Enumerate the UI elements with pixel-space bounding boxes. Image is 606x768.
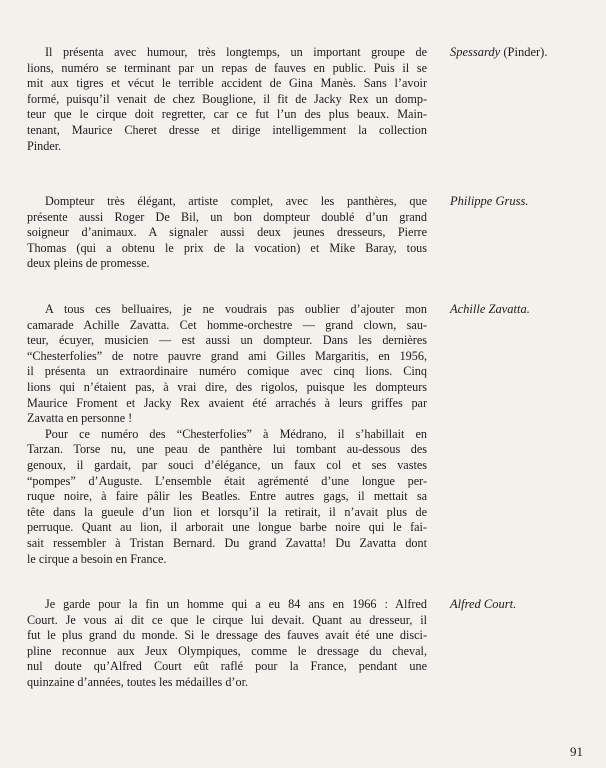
text-line: Pour ce numéro des “Chesterfolies” à Médrano, il s’habillait en [45,426,427,441]
margin-name-italic: Spessardy [450,45,501,59]
margin-name-italic: Alfred Court. [450,597,517,611]
text-line: perruque. Quant au lion, il arborait une longue barbe noire qui le fai- [27,520,427,535]
paragraph [27,194,427,272]
text-line: Pinder. [27,138,62,153]
text-line: lions, numéro se terminant par un repas de fauves en public. Puis il se [27,60,427,75]
text-line: soigneur d’animaux. A signaler aussi deux jeunes dresseurs, Pierre [27,225,427,240]
text-line: sait ressembler à Tristan Bernard. Du grand Zavatta! Du Zavatta dont [27,535,427,550]
text-line: pline reconnue aux Jeux Olympiques, comme le dressage du cheval, [27,643,427,658]
text-line: présente aussi Roger De Bil, un bon dompteur doublé d’un grand [27,209,427,224]
margin-name [450,45,600,61]
text-line: Zavatta en personne ! [27,411,133,426]
text-line: il présenta un extraordinaire numéro comique avec cinq lions. Cinq [27,364,427,379]
paragraph [27,302,427,567]
text-line: Je garde pour la fin un homme qui a eu 84 ans en 1966 : Alfred [45,597,427,611]
text-line: mit aux tigres et vécut le terrible accident de Gina Manès. Sans l’avoir [27,76,427,91]
text-line: le cirque a besoin en France. [27,551,167,566]
text-line: “Chesterfolies” de notre pauvre grand ami Gilles Margaritis, en 1956, [27,348,427,363]
text-line: fut le plus grand du monde. Si le dressage des fauves avait été une disci- [27,628,427,643]
text-line: Il présenta avec humour, très longtemps, un important groupe de [45,45,427,59]
paragraph [27,45,427,154]
margin-name-italic: Achille Zavatta. [450,302,530,316]
text-line: tenant, Maurice Cheret dresse et dirige intelligemment la collection [27,122,427,137]
margin-name-extra: (Pinder). [500,45,548,59]
margin-name [450,597,600,613]
text-line: tête dans la gueule d’un lion et lorsqu’il la retirait, il n’avait plus de [27,504,427,519]
text-line: Court. Je vous ai dit ce que le cirque lui devait. Quant au dresseur, il [27,612,427,627]
margin-name [450,194,600,210]
text-line: genoux, il gardait, par souci d’élégance, un faux col et ses vastes [27,457,427,472]
text-line: Maurice Froment et Jacky Rex avaient été arrachés à leurs griffes par [27,395,427,410]
text-line: Thomas (qui a obtenu le prix de la vocation) et Mike Baray, tous [27,240,427,255]
text-line: ruque noire, à faire pâlir les Beatles. Entre autres gags, il mettait sa [27,489,427,504]
margin-name-italic: Philippe Gruss. [450,194,529,208]
text-line: lions qui n’étaient pas, à vrai dire, des rigolos, puisque les dompteurs [27,379,427,394]
margin-name [450,302,600,318]
text-line: camarade Achille Zavatta. Cet homme-orchestre — grand clown, sau- [27,317,427,332]
text-line: quinzaine d’années, toutes les médailles d’or. [27,674,248,689]
paragraph [27,597,427,691]
text-line: formé, puisqu’il venait de chez Bouglione, il fit de Jacky Rex un domp- [27,91,427,106]
text-line: deux pleins de promesse. [27,256,150,271]
text-line: Tarzan. Torse nu, une peau de panthère lui tombant au-dessous des [27,442,427,457]
text-line: teur, écuyer, musicien — est aussi un dompteur. Dans les dernières [27,333,427,348]
text-line: teur que le cirque doit regretter, car ce fut l’un des plus beaux. Main- [27,107,427,122]
text-line: nul doute qu’Alfred Court eût raflé pour la France, pendant une [27,659,427,674]
text-line: “pompes” d’Auguste. L’ensemble était agrémenté d’une longue per- [27,473,427,488]
text-line: Dompteur très élégant, artiste complet, avec les panthères, que [45,194,427,208]
page-number: 91 [570,744,583,759]
text-line: A tous ces belluaires, je ne voudrais pas oublier d’ajouter mon [45,302,427,316]
